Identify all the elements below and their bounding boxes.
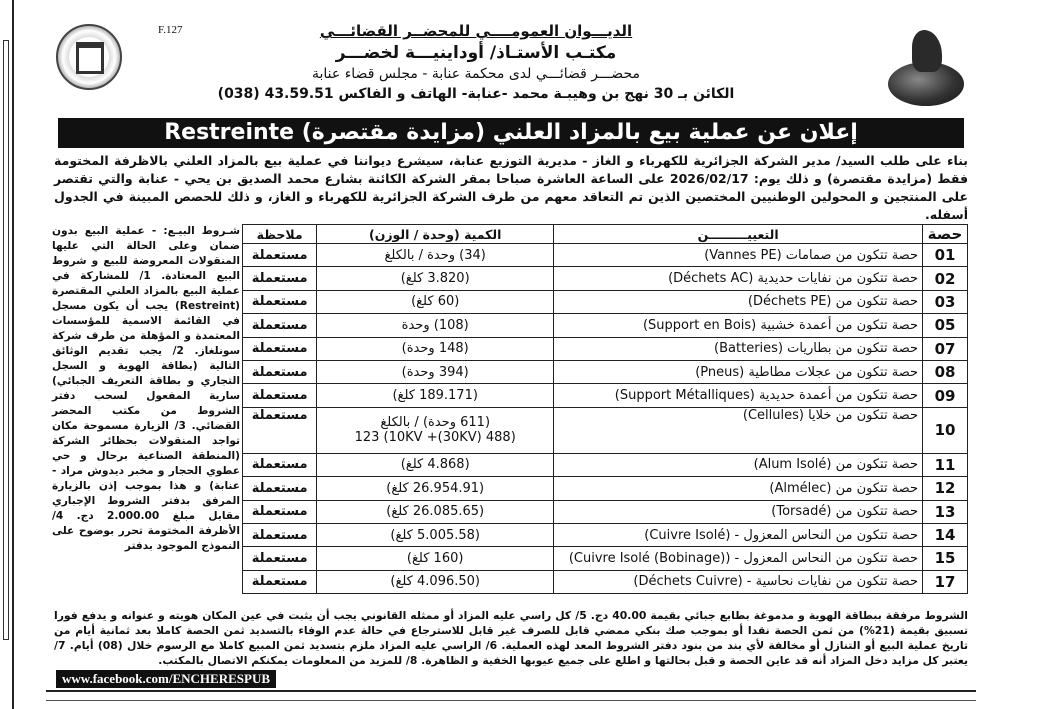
lot-qty: (34) وحدة / بالكلغ bbox=[317, 244, 554, 267]
lot-qty: (108) وحدة bbox=[317, 314, 554, 337]
table-row bbox=[243, 547, 968, 570]
lot-desc: حصة تتكون من (Almélec) bbox=[554, 477, 923, 500]
lot-number: 15 bbox=[923, 547, 968, 570]
lots-section bbox=[46, 224, 970, 606]
lot-obs: مستعملة bbox=[243, 314, 317, 337]
lot-number: 03 bbox=[923, 290, 968, 313]
intro-paragraph: بناء على طلب السيد/ مدير الشركة الجزائرية للكهرباء و الغاز - مديرية التوزيع عنابة، سيشرع ديواننا في عملية بيع بالمزاد العلني بالاظرفة المختومة فقط (مزايدة مقتصرة) و ذلك يوم: 2026/02/17 على الساعة العاشرة صباحا بمقر الشركة الكائنة بشارع محمد الصديق بن يحي - عنابة والتي تقتصر على المنتجين و المحولين الوطنيين المختصين الذين تم التعاقد معهم من طرف الشركة الجزائرية للكهرباء و الغاز، و ذلك للحصص المبينة في الجدول أسفله. bbox=[54, 153, 968, 222]
bailiff-logo-icon bbox=[884, 26, 968, 108]
facebook-link[interactable]: www.facebook.com/ENCHERESPUB bbox=[56, 670, 276, 688]
lot-obs: مستعملة bbox=[243, 453, 317, 476]
lot-number: 13 bbox=[923, 500, 968, 523]
lot-qty: (60 كلغ) bbox=[317, 290, 554, 313]
lot-qty: (160 كلغ) bbox=[317, 547, 554, 570]
lot-obs: مستعملة bbox=[243, 523, 317, 546]
divider bbox=[46, 700, 976, 701]
table-row bbox=[243, 384, 968, 407]
lot-obs: مستعملة bbox=[243, 570, 317, 593]
lot-number: 09 bbox=[923, 384, 968, 407]
lot-desc: حصة تتكون من النحاس المعزول - (Cuivre Isolé) bbox=[554, 523, 923, 546]
lot-desc: حصة تتكون من (Alum Isolé) bbox=[554, 453, 923, 476]
header-desc: التعييـــــــــن bbox=[554, 225, 923, 244]
lot-qty: (5.005.58 كلغ) bbox=[317, 523, 554, 546]
form-ref: F.127 bbox=[158, 24, 183, 36]
lot-desc: حصة تتكون من (Déchets PE) bbox=[554, 290, 923, 313]
lot-number: 14 bbox=[923, 523, 968, 546]
office-line3: محضـــر قضائـــي لدى محكمة عنابة - مجلس قضاء عنابة bbox=[312, 66, 640, 82]
office-line1: الديـــوان العمومــــي للمحضــر القضائـــي bbox=[319, 22, 633, 40]
lot-qty: (3.820 كلغ) bbox=[317, 267, 554, 290]
lot-number: 01 bbox=[923, 244, 968, 267]
table-row bbox=[243, 267, 968, 290]
lot-qty: (4.868 كلغ) bbox=[317, 453, 554, 476]
page-edge bbox=[0, 0, 14, 709]
lot-number: 10 bbox=[923, 407, 968, 453]
lot-number: 12 bbox=[923, 477, 968, 500]
table-row bbox=[243, 407, 968, 453]
lot-desc: حصة تتكون من (Torsadé) bbox=[554, 500, 923, 523]
lot-number: 02 bbox=[923, 267, 968, 290]
lot-desc: حصة تتكون من بطاريات (Batteries) bbox=[554, 337, 923, 360]
lot-obs: مستعملة bbox=[243, 500, 317, 523]
lot-qty-line2: (488 (30KV)+ 123 (10KV bbox=[354, 430, 516, 446]
lot-desc: حصة تتكون من أعمدة حديدية (Support Métalliques) bbox=[554, 384, 923, 407]
footnote-terms: الشروط مرفقة ببطاقة الهوية و مدموغة بطابع جبائي بقيمة 40.00 دج. 5/ كل راسي عليه المزاد أو ممثله القانوني يجب أن يثبت في عين المكان هويته و عنوانه و يدفع فورا تسبيق بقيمة (21%) من ثمن الحصة نقدا أو بموجب صك بنكي ممضي قابل للصرف غير قابل للاسترجاع في حالة عدم الوفاء بالتسديد ثمن الحصة كاملا بعد ثمانية أيام من تاريخ عملية البيع أو التنازل أو مخالفة لأي بند من بنود دفتر الشروط المعد لهذه العملية. 6/ الراسي عليه المزاد ملزم بتسديد ثمن المبيع كاملا مع الرسوم خلال (08) أيام. 7/ يعتبر كل مزايد دخل المزاد أنه قد عاين الحصة و قبل بحالتها و اطلع على جميع عيوبها الخفية و الظاهرة. 8/ للمزيد من المعلومات يمكنكم الاتصال بالمكتب. bbox=[54, 609, 968, 667]
lot-desc: حصة تتكون من نفايات نحاسية - (Déchets Cuivre) bbox=[554, 570, 923, 593]
lot-obs: مستعملة bbox=[243, 267, 317, 290]
lot-number: 05 bbox=[923, 314, 968, 337]
lot-obs: مستعملة bbox=[243, 477, 317, 500]
divider bbox=[46, 690, 976, 692]
lot-qty: (26.954.91 كلغ) bbox=[317, 477, 554, 500]
court-seal-icon bbox=[56, 24, 122, 90]
lot-desc: حصة تتكون من عجلات مطاطية (Pneus) bbox=[554, 360, 923, 383]
lot-qty: (394 وحدة) bbox=[317, 360, 554, 383]
lot-qty: (26.085.65 كلغ) bbox=[317, 500, 554, 523]
header-obs: ملاحظة bbox=[243, 225, 317, 244]
lot-obs: مستعملة bbox=[243, 337, 317, 360]
table-row bbox=[243, 337, 968, 360]
lot-qty: (189.171 كلغ) bbox=[317, 384, 554, 407]
table-row bbox=[243, 570, 968, 593]
office-address: الكائن بـ 30 نهج بن وهيبـة محمد -عنابة- الهاتف و الفاكس 43.59.51 (038) bbox=[217, 86, 735, 102]
sale-conditions: شـروط البيـع: - عملية البيع بدون ضمان وعلى الحالة التي عليها المنقولات المعروضة للبيع و شروط البيع المعتادة. 1/ للمشاركة في عملية البيع بالمزاد العلني المقتصرة (Restreint) يجب أن يكون مسجل في القائمة الاسمية للمؤسسات المعتمدة و المؤهلة من طرف شركة سونلغاز. 2/ يجب تقديم الوثائق التالية (بطاقة الهوية و السجل التجاري و بطاقة التعريف الجبائي) سارية المفعول لسحب دفتر الشروط من مكتب المحضر القضائي. 3/ الزيارة مسموحة مكان تواجد المنقولات بحظائر الشركة (المنطقة الصناعية برحال و حي عطوي الحجار و مخبر ديدوش مراد - عنابة) و هذا بموجب إذن بالزيارة المرفق بدفتر الشروط الإجباري مقابل مبلغ 2.000.00 دج. 4/ الأظرفة المختومة تحرر بوضوح على النموذج الموجود بدفتر bbox=[52, 225, 240, 552]
lot-obs: مستعملة bbox=[243, 360, 317, 383]
office-line2: مكتـب الأستـاذ/ أوداينيـــة لخضـــر bbox=[335, 43, 617, 63]
lot-obs: مستعملة bbox=[243, 244, 317, 267]
lot-obs: مستعملة bbox=[243, 547, 317, 570]
notice-title: إعلان عن عملية بيع بالمزاد العلني (مزايدة مقتصرة) Restreinte bbox=[58, 118, 964, 148]
lot-qty-line1: (611 وحدة) / بالكلغ bbox=[380, 415, 491, 431]
lot-qty bbox=[317, 407, 554, 453]
lot-desc: حصة تتكون من أعمدة خشبية (Support en Bois) bbox=[554, 314, 923, 337]
edge-strip bbox=[3, 40, 9, 640]
table-row bbox=[243, 500, 968, 523]
lot-obs: مستعملة bbox=[243, 290, 317, 313]
lot-desc: حصة تتكون من النحاس المعزول - (Cuivre Isolé (Bobinage)) bbox=[554, 547, 923, 570]
lot-obs: مستعملة bbox=[243, 407, 317, 453]
table-row bbox=[243, 477, 968, 500]
table-row bbox=[243, 360, 968, 383]
lot-number: 11 bbox=[923, 453, 968, 476]
table-row bbox=[243, 523, 968, 546]
lot-desc: حصة تتكون من صمامات (Vannes PE) bbox=[554, 244, 923, 267]
office-info bbox=[196, 20, 756, 104]
auction-notice bbox=[46, 18, 976, 688]
lot-number: 17 bbox=[923, 570, 968, 593]
lot-obs: مستعملة bbox=[243, 384, 317, 407]
table-row bbox=[243, 453, 968, 476]
header-qty: الكمية (وحدة / الوزن) bbox=[317, 225, 554, 244]
table-row bbox=[243, 314, 968, 337]
lots-table bbox=[242, 224, 968, 594]
lot-desc: حصة تتكون من خلايا (Cellules) bbox=[554, 407, 923, 453]
table-row bbox=[243, 244, 968, 267]
lot-number: 07 bbox=[923, 337, 968, 360]
lot-qty: (4.096.50 كلغ) bbox=[317, 570, 554, 593]
letterhead bbox=[46, 18, 976, 118]
header-lot: حصة bbox=[923, 225, 968, 244]
lot-qty: (148 وحدة) bbox=[317, 337, 554, 360]
table-header-row bbox=[243, 225, 968, 244]
table-row bbox=[243, 290, 968, 313]
lot-desc: حصة تتكون من نفايات حديدية (Déchets AC) bbox=[554, 267, 923, 290]
lot-number: 08 bbox=[923, 360, 968, 383]
